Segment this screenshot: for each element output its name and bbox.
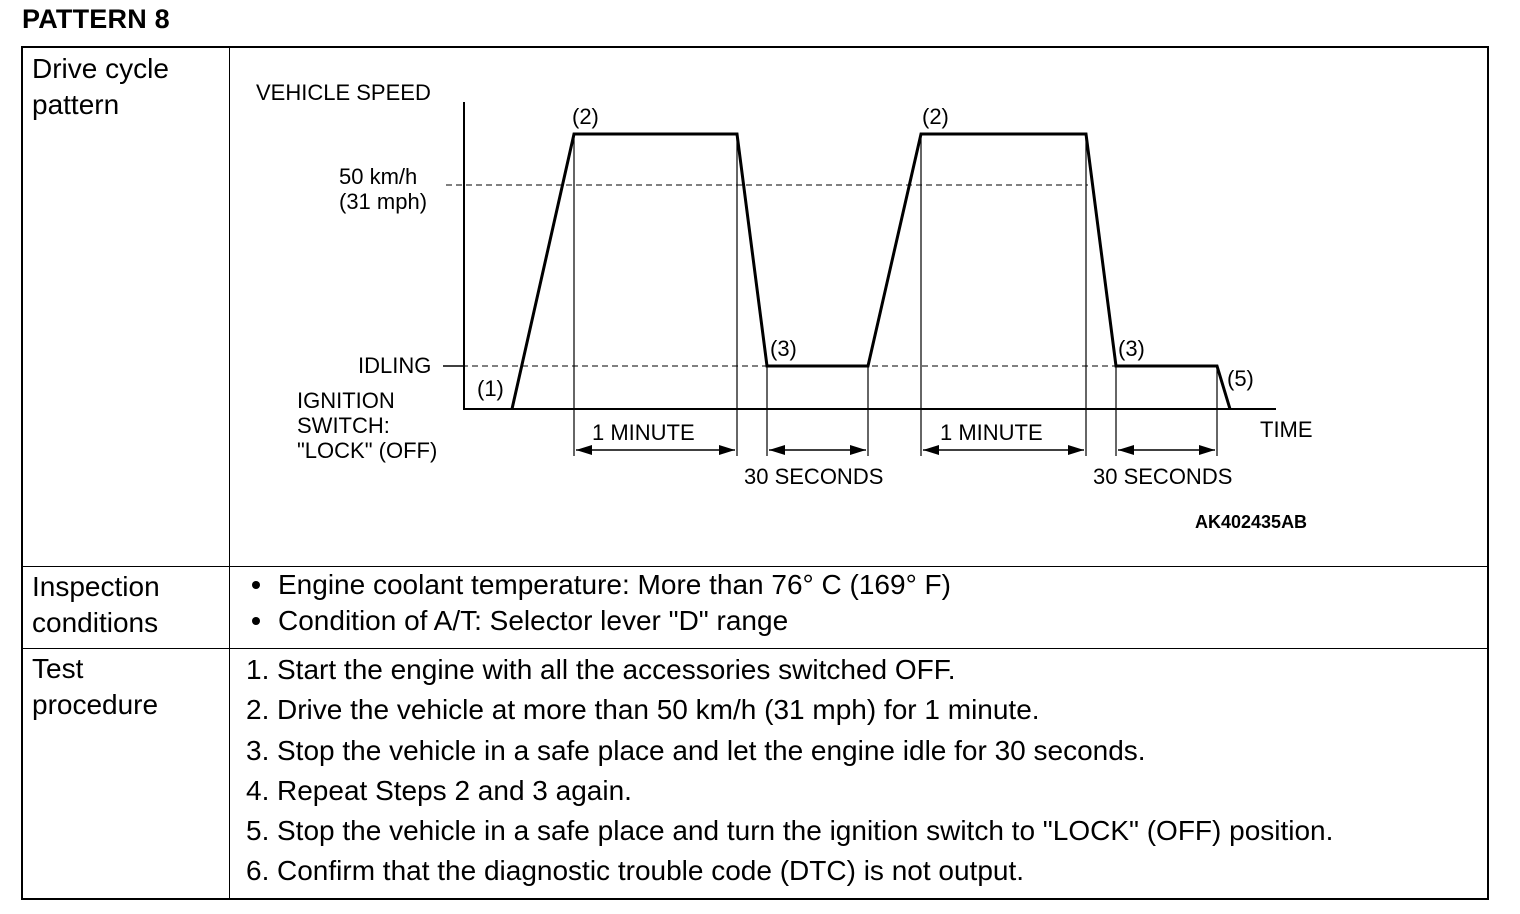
duration-label-30s-a: 30 SECONDS bbox=[744, 464, 884, 489]
inspection-item bbox=[248, 603, 951, 639]
inspection-row bbox=[23, 566, 1487, 649]
step-number: 4. bbox=[246, 774, 270, 806]
speed-label-kmh: 50 km/h bbox=[339, 164, 418, 189]
duration-label-1min-b: 1 MINUTE bbox=[940, 420, 1043, 445]
point-label-3b: (3) bbox=[1118, 336, 1145, 361]
inspection-label-line2: conditions bbox=[32, 607, 159, 638]
duration-arrow-30s-b bbox=[1118, 445, 1215, 455]
drive-cycle-label-line1: Drive cycle bbox=[32, 53, 169, 84]
procedure-step bbox=[246, 771, 1333, 811]
x-axis-label: TIME bbox=[1260, 417, 1313, 442]
step-text: Stop the vehicle in a safe place and turn the ignition switch to "LOCK" (OFF) position. bbox=[277, 815, 1334, 847]
duration-arrow-1min-a bbox=[576, 445, 735, 455]
procedure-label-line1: Test bbox=[32, 653, 84, 684]
ignition-label-line1: IGNITION bbox=[297, 388, 395, 413]
step-number: 6. bbox=[246, 855, 270, 887]
bullet-icon bbox=[252, 581, 260, 589]
procedure-row bbox=[23, 648, 1487, 900]
inspection-item-text: Engine coolant temperature: More than 76° C (169° F) bbox=[278, 569, 951, 600]
page-title: PATTERN 8 bbox=[22, 4, 170, 34]
speed-label-mph: (31 mph) bbox=[339, 189, 428, 214]
step-number: 5. bbox=[246, 815, 270, 847]
ignition-label-line3: "LOCK" (OFF) bbox=[297, 438, 438, 463]
step-text: Drive the vehicle at more than 50 km/h (31 mph) for 1 minute. bbox=[277, 694, 1040, 726]
duration-arrow-30s-a bbox=[769, 445, 866, 455]
step-text: Stop the vehicle in a safe place and let the engine idle for 30 seconds. bbox=[277, 734, 1146, 766]
step-text: Start the engine with all the accessories switched OFF. bbox=[277, 654, 956, 685]
duration-label-30s-b: 30 SECONDS bbox=[1093, 464, 1233, 489]
procedure-step bbox=[246, 731, 1333, 771]
inspection-item bbox=[248, 567, 951, 603]
procedure-label-line2: procedure bbox=[32, 689, 159, 720]
drive-cycle-label bbox=[32, 51, 222, 123]
idling-label: IDLING bbox=[358, 353, 432, 378]
duration-label-1min-a: 1 MINUTE bbox=[592, 420, 695, 445]
procedure-label bbox=[32, 651, 222, 723]
y-axis-label: VEHICLE SPEED bbox=[256, 80, 431, 105]
drive-cycle-row bbox=[23, 48, 1487, 567]
procedure-content bbox=[230, 648, 1487, 900]
inspection-label-line1: Inspection bbox=[32, 571, 160, 602]
procedure-step bbox=[246, 690, 1333, 730]
speed-profile-line bbox=[512, 134, 1230, 409]
inspection-label bbox=[32, 569, 222, 641]
step-number: 1. bbox=[246, 654, 270, 685]
procedure-steps bbox=[246, 650, 1333, 892]
figure-code: AK402435AB bbox=[1195, 512, 1308, 532]
point-label-3a: (3) bbox=[770, 336, 797, 361]
drive-cycle-diagram-cell bbox=[230, 48, 1487, 566]
procedure-step bbox=[246, 851, 1333, 891]
drive-cycle-diagram bbox=[230, 48, 1489, 564]
point-label-2a: (2) bbox=[572, 104, 599, 129]
procedure-step bbox=[246, 811, 1333, 851]
inspection-item-text: Condition of A/T: Selector lever "D" range bbox=[278, 605, 789, 636]
step-text: Confirm that the diagnostic trouble code (DTC) is not output. bbox=[277, 855, 1025, 887]
inspection-content bbox=[230, 566, 1487, 648]
point-label-2b: (2) bbox=[922, 104, 949, 129]
point-label-1: (1) bbox=[477, 376, 504, 401]
point-label-5: (5) bbox=[1227, 366, 1254, 391]
step-number: 3. bbox=[246, 734, 270, 766]
procedure-step bbox=[246, 650, 1333, 690]
step-number: 2. bbox=[246, 694, 270, 726]
inspection-list bbox=[248, 567, 951, 639]
ignition-label-line2: SWITCH: bbox=[297, 413, 390, 438]
step-text: Repeat Steps 2 and 3 again. bbox=[277, 774, 632, 806]
drive-cycle-label-line2: pattern bbox=[32, 89, 120, 120]
duration-arrow-1min-b bbox=[923, 445, 1084, 455]
spec-table bbox=[21, 46, 1489, 900]
bullet-icon bbox=[252, 617, 260, 625]
